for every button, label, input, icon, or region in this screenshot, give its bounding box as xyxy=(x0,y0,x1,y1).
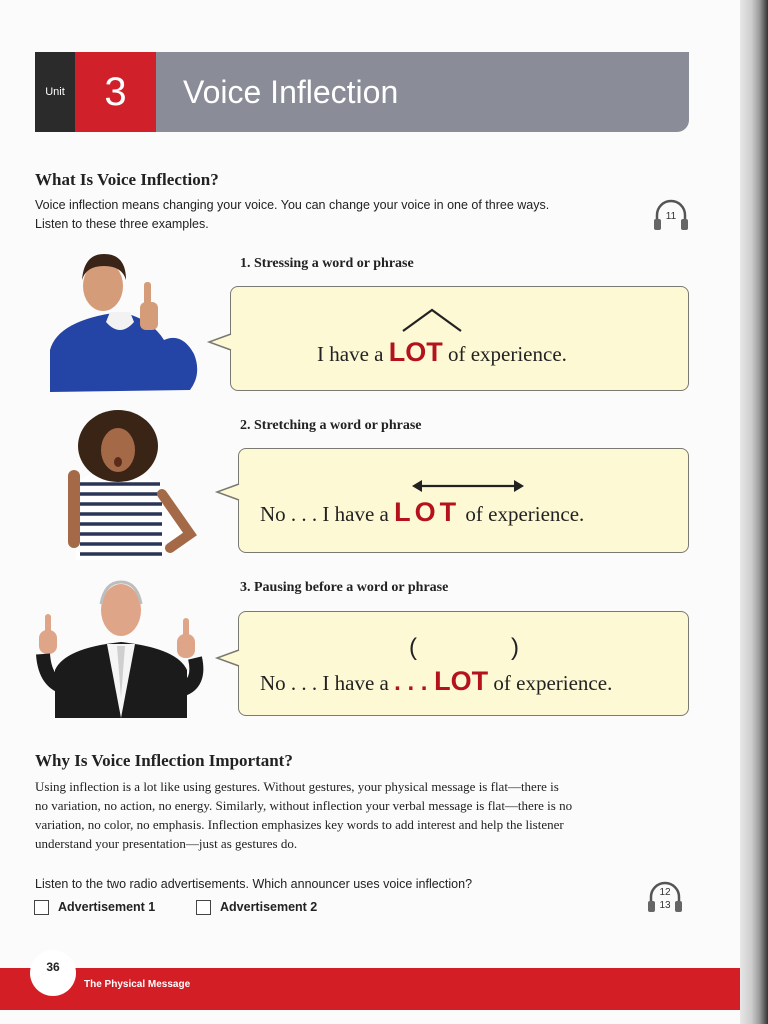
unit-banner xyxy=(35,52,689,132)
intro-line-2: Listen to these three examples. xyxy=(35,217,209,231)
book-page-edge xyxy=(740,0,768,1024)
listening-question: Listen to the two radio advertisements. Which announcer uses voice inflection? xyxy=(35,877,473,891)
lot-word-stretched: LOT xyxy=(394,497,461,527)
audio-track-number: 13 xyxy=(659,900,671,911)
body-line-4: understand your presentation—just as gestures do. xyxy=(35,836,298,851)
example-1-label: 1. Stressing a word or phrase xyxy=(240,256,414,271)
body-line-2: no variation, no action, no energy. Similarly, without inflection your verbal message is flat—there is no xyxy=(35,798,573,813)
stress-roof-mark xyxy=(401,307,463,333)
bubble-tail xyxy=(209,330,231,352)
unit-title: Voice Inflection xyxy=(156,52,689,132)
footer-section-title: The Physical Message xyxy=(84,979,191,990)
example-1-sentence xyxy=(317,337,567,368)
example-3-bubble xyxy=(238,611,689,716)
stretch-arrow-mark xyxy=(410,478,526,494)
sentence-end: of experience. xyxy=(460,502,585,526)
section-heading-why: Why Is Voice Inflection Important? xyxy=(35,751,293,770)
advertisement-1-checkbox[interactable] xyxy=(34,900,49,915)
example-3-label: 3. Pausing before a word or phrase xyxy=(240,580,449,595)
bubble-tail xyxy=(217,646,239,668)
sentence-start: No . . . I have a xyxy=(260,671,395,695)
audio-track-12-13-icon[interactable] xyxy=(645,877,685,917)
example-2-sentence xyxy=(260,497,584,528)
audio-track-11-icon[interactable] xyxy=(651,195,691,235)
lot-word: LOT xyxy=(388,337,443,367)
section-heading-what: What Is Voice Inflection? xyxy=(35,170,219,189)
lot-word: LOT xyxy=(434,666,489,696)
pause-dots: . . . xyxy=(394,669,435,696)
sentence-end: of experience. xyxy=(442,342,567,366)
advertisement-1-label: Advertisement 1 xyxy=(58,900,156,914)
woman-surprised-photo xyxy=(50,410,200,560)
body-line-1: Using inflection is a lot like using gestures. Without gestures, your physical message is flat—there is xyxy=(35,779,559,794)
audio-track-number: 11 xyxy=(665,211,677,222)
advertisement-2-checkbox[interactable] xyxy=(196,900,211,915)
older-man-pointing-photo xyxy=(35,578,213,718)
sentence-end: of experience. xyxy=(488,671,613,695)
pause-close-paren: ) xyxy=(511,634,519,661)
audio-track-number: 12 xyxy=(659,887,671,898)
bubble-tail xyxy=(217,480,239,502)
unit-label: Unit xyxy=(35,52,75,132)
man-thumbs-up-photo xyxy=(48,250,203,392)
unit-number: 3 xyxy=(75,52,156,132)
example-2-label: 2. Stretching a word or phrase xyxy=(240,418,422,433)
page-number: 36 xyxy=(30,950,76,996)
intro-line-1: Voice inflection means changing your voice. You can change your voice in one of three ways. xyxy=(35,198,550,212)
advertisement-2-label: Advertisement 2 xyxy=(220,900,318,914)
example-3-sentence xyxy=(260,666,612,697)
body-line-3: variation, no color, no emphasis. Inflection emphasizes key words to add interest and help the listener xyxy=(35,817,564,832)
sentence-start: I have a xyxy=(317,342,389,366)
sentence-start: No . . . I have a xyxy=(260,502,395,526)
pause-open-paren: ( xyxy=(409,634,417,661)
